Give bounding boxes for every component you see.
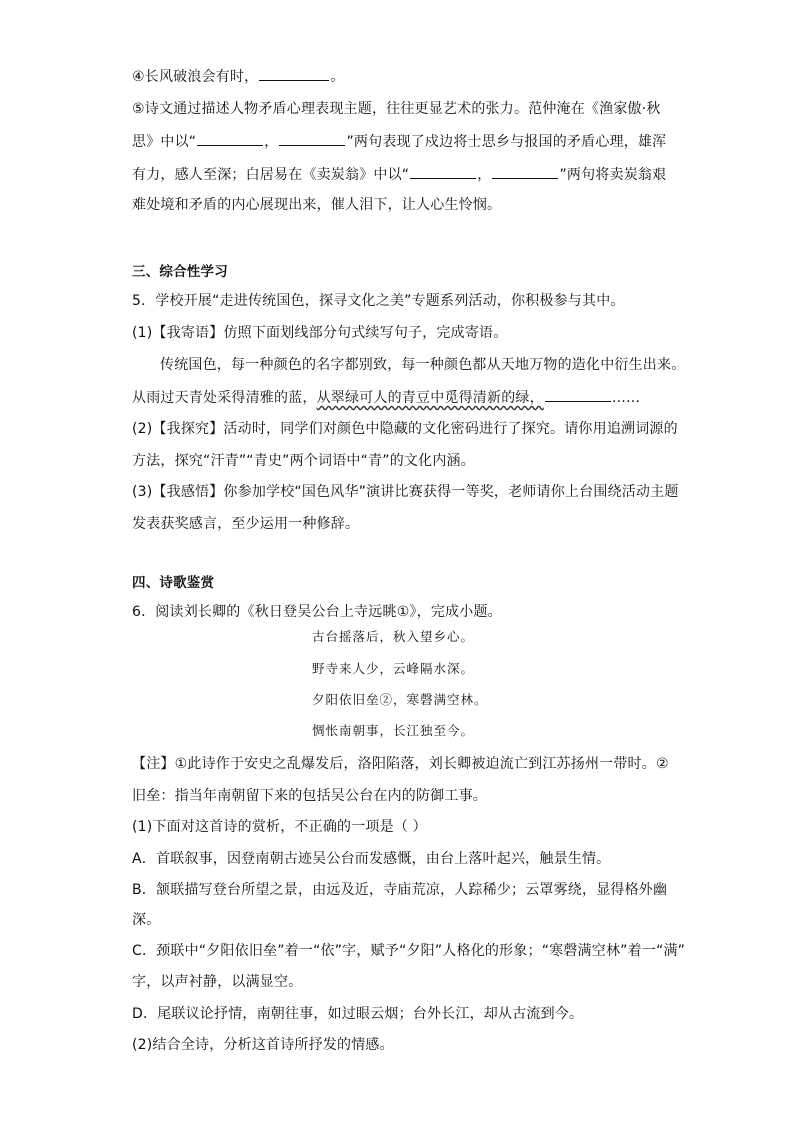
fill-item-5-line2 [132,131,666,152]
section-heading-comprehensive: 三、综合性学习 [132,264,228,280]
question-6-part1: (1)下面对这首诗的赏析，不正确的一项是（ ） [132,819,427,835]
option-c-line2: 字，以声衬静，以满显空。 [132,974,303,990]
fill-item-4 [132,66,345,87]
question-6: 6．阅读刘长卿的《秋日登吴公台上寺远眺①》，完成小题。 [132,604,502,620]
passage-text: 从雨过天青处采得清雅的蓝， [132,390,317,406]
item-text: ， [477,167,492,183]
item-text: 思》中以“ [132,134,197,150]
answer-blank[interactable] [545,387,611,402]
section-heading-poetry: 四、诗歌鉴赏 [132,575,215,591]
poem-line-3: 夕阳依旧垒②，寒磬满空林。 [312,692,488,707]
fill-item-5-line4: 难处境和矛盾的内心展现出来，催人泪下，让人心生怜悯。 [132,197,502,213]
fill-item-5-line1: ⑤诗文通过描述人物矛盾心理表现主题，往往更显艺术的张力。范仲淹在《渔家傲·秋 [132,101,661,117]
item-text: ”两句将卖炭翁艰 [559,167,667,183]
question-5-part2-line2: 方法，探究“汗青”“青史”两个词语中“青”的文化内涵。 [132,453,475,469]
answer-blank[interactable] [410,164,476,179]
item-text: 。 [330,69,345,85]
passage-line1: 传统国色，每一种颜色的名字都别致，每一种颜色都从天地万物的造化中衍生出来。 [160,357,686,373]
item-text: ④长风破浪会有时， [132,69,259,85]
underlined-sentence: 从翠绿可人的青豆中觅得清新的绿， [316,390,544,406]
option-b-line1: B．颔联描写登台所望之景，由远及近，寺庙荒凉，人踪稀少；云罩雾绕，显得格外幽 [132,882,668,898]
question-5-part3-line2: 发表获奖感言，至少运用一种修辞。 [132,516,360,532]
option-c-line1: C．颈联中“夕阳依旧垒”着一“依”字，赋予“夕阳”人格化的形象；“寒磬满空林”着一“满” [132,943,686,959]
poem-line-4: 惆怅南朝事，长江独至今。 [312,723,475,738]
item-text: ”两句表现了戍边将士思乡与报国的矛盾心理，雄浑 [346,134,667,150]
option-d: D．尾联议论抒情，南朝往事，如过眼云烟；台外长江，却从古流到今。 [132,1006,584,1022]
question-5: 5．学校开展“走进传统国色，探寻文化之美”专题系列活动，你积极参与其中。 [132,293,625,309]
question-6-part2: (2)结合全诗，分析这首诗所抒发的情感。 [132,1037,394,1053]
answer-blank[interactable] [259,66,329,81]
question-5-part2-line1: (2)【我探究】活动时，同学们对颜色中隐藏的文化密码进行了探究。请你用追溯词源的 [132,421,678,437]
option-a: A．首联叙事，因登南朝古迹吴公台而发感慨，由台上落叶起兴，触景生情。 [132,851,611,867]
question-5-part3-line1: (3)【我感悟】你参加学校“国色风华”演讲比赛获得一等奖，老师请你上台围绕活动主题 [132,484,679,500]
item-text: ， [264,134,279,150]
item-text: 有力，感人至深；白居易在《卖炭翁》中以“ [132,167,410,183]
poem-line-2: 野寺来人少，云峰隔水深。 [312,661,475,676]
note-line2: 旧垒：指当年南朝留下来的包括吴公台在内的防御工事。 [132,788,487,804]
answer-blank[interactable] [492,164,558,179]
passage-line2 [132,387,640,408]
ellipsis: …… [611,390,641,406]
answer-blank[interactable] [279,131,345,146]
option-b-line2: 深。 [132,912,161,928]
answer-blank[interactable] [197,131,263,146]
note-line1: 【注】①此诗作于安史之乱爆发后，洛阳陷落，刘长卿被迫流亡到江苏扬州一带时。② [132,756,669,772]
fill-item-5-line3 [132,164,666,185]
poem-line-1: 古台摇落后，秋入望乡心。 [312,629,475,644]
question-5-part1: (1)【我寄语】仿照下面划线部分句式续写句子，完成寄语。 [132,325,508,341]
